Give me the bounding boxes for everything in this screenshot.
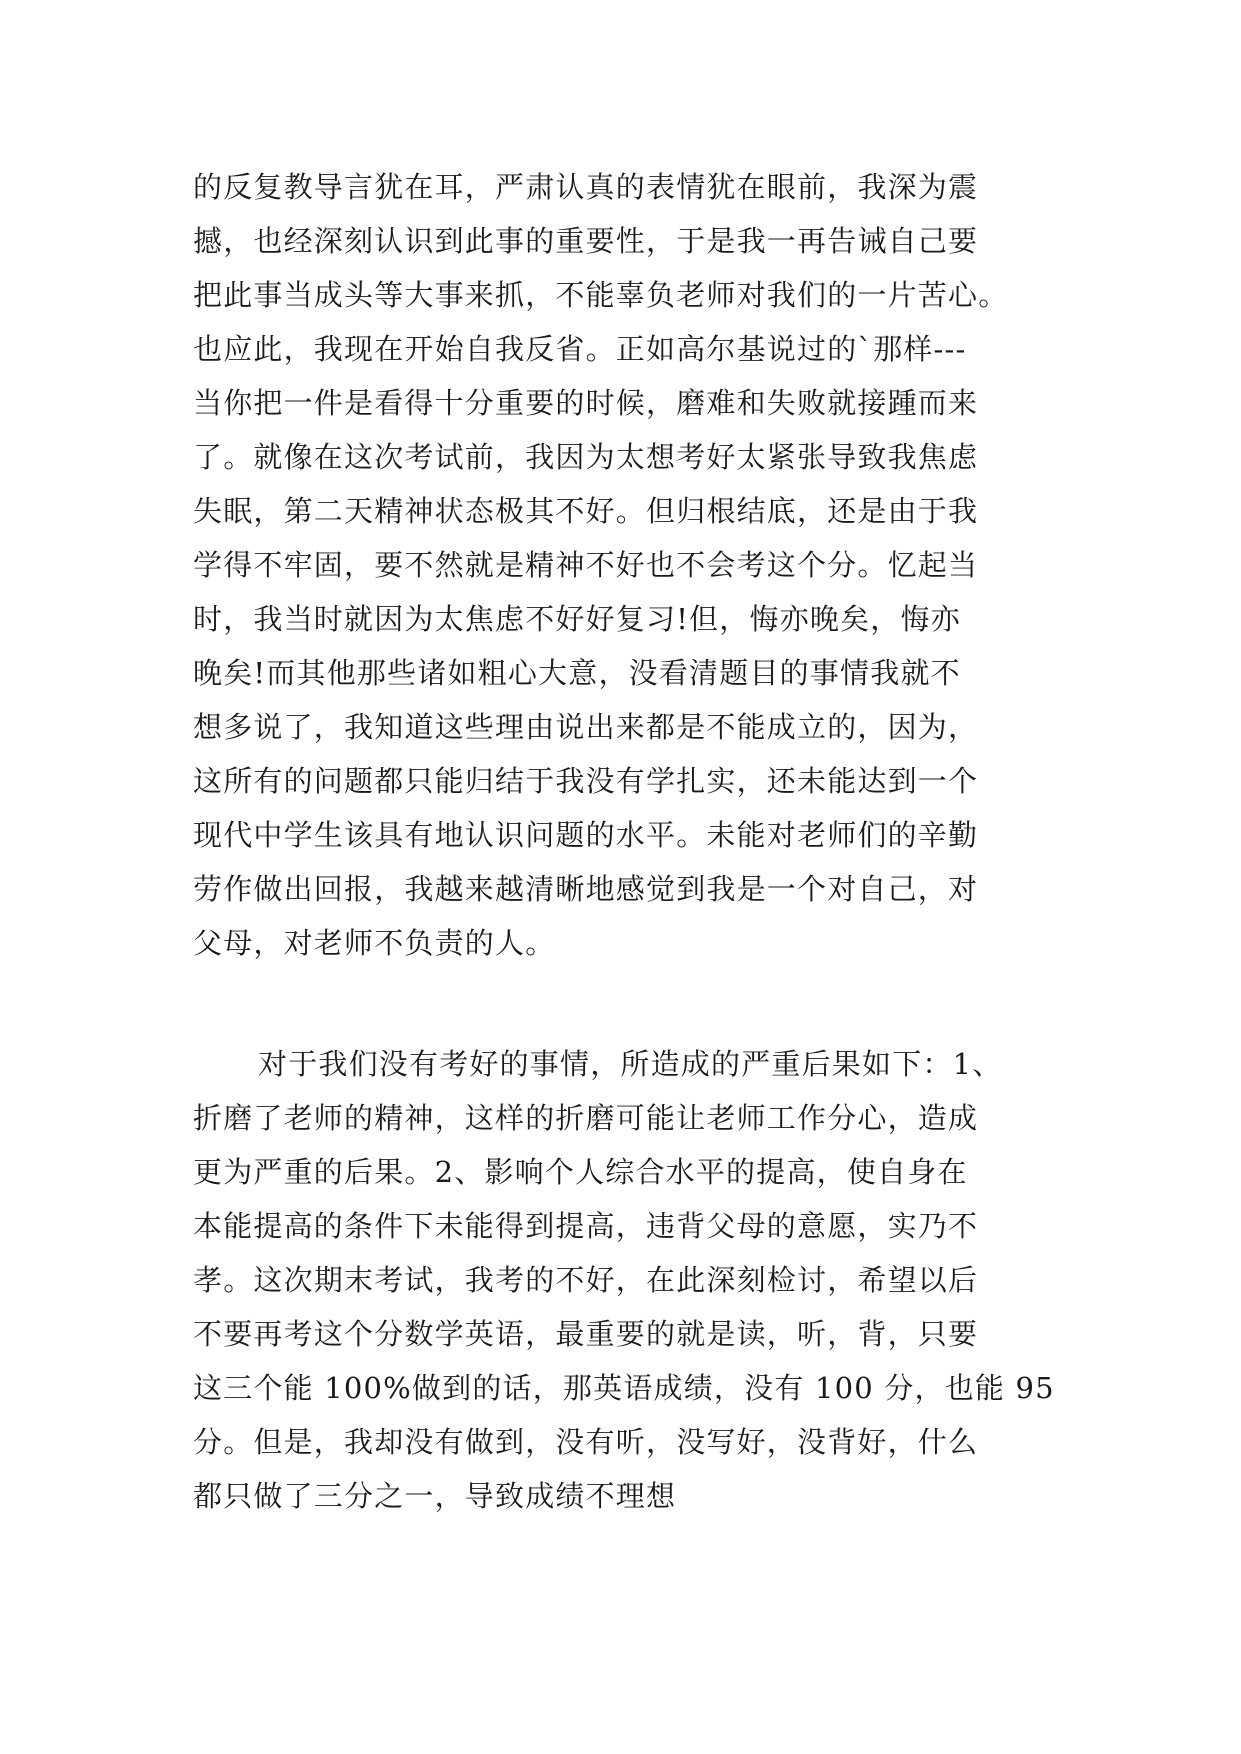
text-line: 的反复教导言犹在耳，严肃认真的表情犹在眼前，我深为震 [193, 170, 979, 204]
paragraph-1 [193, 160, 1073, 970]
text-line: 当你把一件是看得十分重要的时候，磨难和失败就接踵而来 [193, 386, 979, 420]
text-line: 学得不牢固，要不然就是精神不好也不会考这个分。忆起当 [193, 548, 979, 582]
text-line: 都只做了三分之一，导致成绩不理想 [193, 1479, 677, 1513]
text-line: 失眠，第二天精神状态极其不好。但归根结底，还是由于我 [193, 494, 979, 528]
text-line: 时，我当时就因为太焦虑不好好复习!但，悔亦晚矣，悔亦 [193, 602, 961, 636]
text-line: 更为严重的后果。2、影响个人综合水平的提高，使自身在 [193, 1155, 968, 1189]
text-line: 撼，也经深刻认识到此事的重要性，于是我一再告诫自己要 [193, 224, 979, 258]
text-line: 了。就像在这次考试前，我因为太想考好太紧张导致我焦虑 [193, 440, 979, 474]
text-line: 孝。这次期末考试，我考的不好，在此深刻检讨，希望以后 [193, 1263, 979, 1297]
text-line-indented: 对于我们没有考好的事情，所造成的严重后果如下：1、 [258, 1047, 1003, 1081]
text-line: 把此事当成头等大事来抓，不能辜负老师对我们的一片苦心。 [193, 278, 1009, 312]
text-line: 本能提高的条件下未能得到提高，违背父母的意愿，实乃不 [193, 1209, 979, 1243]
text-line: 现代中学生该具有地认识问题的水平。未能对老师们的辛勤 [193, 818, 979, 852]
paragraph-2 [193, 1037, 1073, 1523]
text-line: 也应此，我现在开始自我反省。正如高尔基说过的`那样--- [193, 332, 967, 366]
text-line: 劳作做出回报，我越来越清晰地感觉到我是一个对自己，对 [193, 872, 979, 906]
text-line: 折磨了老师的精神，这样的折磨可能让老师工作分心，造成 [193, 1101, 979, 1135]
text-line: 这所有的问题都只能归结于我没有学扎实，还未能达到一个 [193, 764, 979, 798]
text-line: 分。但是，我却没有做到，没有听，没写好，没背好，什么 [193, 1425, 979, 1459]
text-line: 父母，对老师不负责的人。 [193, 926, 556, 960]
text-line: 晚矣!而其他那些诸如粗心大意，没看清题目的事情我就不 [193, 656, 961, 690]
text-line: 这三个能 100%做到的话，那英语成绩，没有 100 分，也能 95 [193, 1371, 1055, 1405]
text-line: 想多说了，我知道这些理由说出来都是不能成立的，因为， [193, 710, 979, 744]
text-line: 不要再考这个分数学英语，最重要的就是读，听，背，只要 [193, 1317, 979, 1351]
